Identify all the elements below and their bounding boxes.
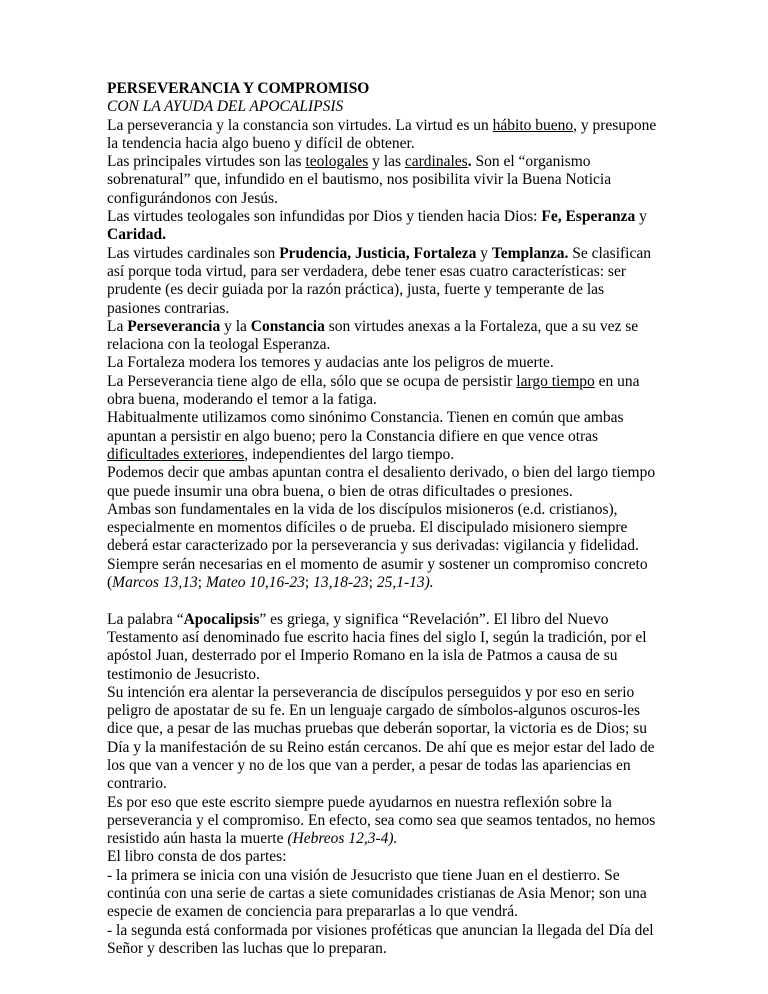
text-line bbox=[107, 464, 667, 482]
text-line bbox=[107, 245, 667, 263]
text-run: Apocalipsis bbox=[183, 610, 260, 628]
text-line bbox=[107, 537, 667, 555]
text-line bbox=[107, 483, 667, 501]
text-run: ; bbox=[197, 574, 206, 592]
text-run: y las bbox=[368, 153, 405, 171]
text-run: Las virtudes cardinales son bbox=[107, 244, 280, 262]
text-run: Es por eso que este escrito siempre puede ayudarnos en nuestra reflexión sobre la bbox=[107, 793, 612, 811]
text-run: , y presupone bbox=[573, 116, 657, 134]
text-run: Las principales virtudes son las bbox=[107, 153, 306, 171]
text-run: que puede insumir una obra buena, o bien de otras dificultades o presiones. bbox=[107, 482, 573, 500]
text-run: Ambas son fundamentales en la vida de los discípulos misioneros (e.d. cristianos), bbox=[107, 500, 618, 518]
text-line bbox=[107, 647, 667, 665]
text-run: deberá estar caracterizado por la perseverancia y sus derivadas: vigilancia y fidelidad. bbox=[107, 537, 639, 555]
text-line bbox=[107, 501, 667, 519]
text-line bbox=[107, 830, 667, 848]
text-line bbox=[107, 574, 667, 592]
text-line bbox=[107, 391, 667, 409]
text-line bbox=[107, 208, 667, 226]
text-line bbox=[107, 409, 667, 427]
text-line bbox=[107, 720, 667, 738]
text-run: , independientes del largo tiempo. bbox=[244, 445, 455, 463]
text-line bbox=[107, 446, 667, 464]
text-run: Su intención era alentar la perseverancia de discípulos perseguidos y por eso en serio bbox=[107, 683, 635, 701]
text-run: teologales bbox=[305, 153, 369, 171]
text-line bbox=[107, 666, 667, 684]
text-run: La bbox=[107, 317, 128, 335]
text-run: configurándonos con Jesús. bbox=[107, 189, 278, 207]
text-run: La perseverancia y la constancia son virtudes. La virtud es un bbox=[107, 116, 493, 134]
text-run: 13,18-23 bbox=[313, 574, 369, 592]
text-run: Se clasifican bbox=[568, 244, 651, 262]
text-run: especialmente en momentos difíciles o de prueba. El discipulado misionero siempre bbox=[107, 519, 628, 537]
text-run: Templanza. bbox=[491, 244, 569, 262]
text-run: la tendencia hacia algo bueno y difícil de obtener. bbox=[107, 134, 415, 152]
text-line bbox=[107, 848, 667, 866]
text-run: Constancia bbox=[250, 317, 325, 335]
text-line bbox=[107, 135, 667, 153]
text-run: cardinales bbox=[404, 153, 468, 171]
text-run: PERSEVERANCIA Y COMPROMISO bbox=[107, 80, 370, 97]
text-run: y la bbox=[220, 317, 251, 335]
text-run: testimonio de Jesucristo. bbox=[107, 665, 260, 683]
text-run: 25,1-13). bbox=[376, 574, 434, 592]
text-run: Testamento así denominado fue escrito hacia fines del siglo I, según la tradición, por el bbox=[107, 628, 647, 646]
text-line bbox=[107, 812, 667, 830]
text-run: relaciona con la teologal Esperanza. bbox=[107, 336, 331, 354]
text-run: en una bbox=[594, 372, 640, 390]
text-run: La palabra “ bbox=[107, 610, 184, 628]
text-run: - la primera se inicia con una visión de Jesucristo que tiene Juan en el destierro. Se bbox=[107, 866, 620, 884]
text-line bbox=[107, 629, 667, 647]
text-run: Marcos 13,13 bbox=[112, 574, 198, 592]
text-line bbox=[107, 336, 667, 354]
text-run: dice que, a pesar de las muchas pruebas que deberán soportar, la victoria es de Dios; su bbox=[107, 720, 647, 738]
text-run: Día y la manifestación de su Reino están cercanos. De ahí que es mejor estar del lado de bbox=[107, 738, 655, 756]
text-line bbox=[107, 885, 667, 903]
text-line bbox=[107, 775, 667, 793]
text-run: especie de examen de conciencia para prepararlas a lo que vendrá. bbox=[107, 903, 518, 921]
text-run: Habitualmente utilizamos como sinónimo Constancia. Tienen en común que ambas bbox=[107, 409, 624, 427]
text-line bbox=[107, 117, 667, 135]
text-line bbox=[107, 190, 667, 208]
text-run: sobrenatural” que, infundido en el bautismo, nos posibilita vivir la Buena Noticia bbox=[107, 171, 612, 189]
text-line bbox=[107, 428, 667, 446]
text-run: hábito bueno bbox=[492, 116, 574, 134]
text-run: resistido aún hasta la muerte bbox=[107, 830, 288, 848]
text-run: Prudencia, Justicia, Fortaleza bbox=[279, 244, 477, 262]
text-line bbox=[107, 922, 667, 940]
text-line bbox=[107, 153, 667, 171]
text-run: Fe, Esperanza bbox=[541, 208, 636, 226]
text-line bbox=[107, 263, 667, 281]
text-run: apuntan a persistir en algo bueno; pero la Constancia difiere en que vence otras bbox=[107, 427, 599, 445]
text-run: contrario. bbox=[107, 775, 167, 793]
text-run: ( bbox=[107, 574, 113, 592]
blank-line bbox=[107, 592, 667, 610]
text-line bbox=[107, 611, 667, 629]
text-run: dificultades exteriores bbox=[107, 445, 245, 463]
text-run: CON LA AYUDA DEL APOCALIPSIS bbox=[107, 98, 344, 116]
text-run: los que van a vencer y no de los que van a perder, a pesar de todas las apariencias en bbox=[107, 756, 631, 774]
text-run: ; bbox=[304, 574, 314, 592]
text-run: La Fortaleza modera los temores y audacias ante los peligros de muerte. bbox=[107, 354, 554, 372]
text-run: - la segunda está conformada por visiones proféticas que anuncian la llegada del Día del bbox=[107, 921, 654, 939]
text-line bbox=[107, 281, 667, 299]
text-line bbox=[107, 684, 667, 702]
text-run: así porque toda virtud, para ser verdadera, debe tener esas cuatro características: ser bbox=[107, 262, 626, 280]
text-line bbox=[107, 794, 667, 812]
text-run: Perseverancia bbox=[127, 317, 221, 335]
text-run: Siempre serán necesarias en el momento de asumir y sostener un compromiso concreto bbox=[107, 555, 648, 573]
text-line bbox=[107, 739, 667, 757]
document-body bbox=[107, 80, 667, 958]
text-line bbox=[107, 80, 667, 98]
text-run: Las virtudes teologales son infundidas por Dios y tienden hacia Dios: bbox=[107, 208, 542, 226]
text-run: ; bbox=[368, 574, 377, 592]
text-run: El libro consta de dos partes: bbox=[107, 848, 287, 866]
text-run: obra buena, moderando el temor a la fatiga. bbox=[107, 391, 377, 409]
text-run: . bbox=[467, 153, 472, 171]
text-run: son virtudes anexas a la Fortaleza, que a su vez se bbox=[324, 317, 639, 335]
text-line bbox=[107, 867, 667, 885]
text-run: Señor y describen las luchas que lo preparan. bbox=[107, 939, 387, 957]
text-run: Podemos decir que ambas apuntan contra el desaliento derivado, o bien del largo tiempo bbox=[107, 464, 656, 482]
text-line bbox=[107, 354, 667, 372]
text-line bbox=[107, 757, 667, 775]
text-run: apóstol Juan, desterrado por el Imperio Romano en la isla de Patmos a causa de su bbox=[107, 647, 618, 665]
text-line bbox=[107, 940, 667, 958]
text-run: La Perseverancia tiene algo de ella, sólo que se ocupa de persistir bbox=[107, 372, 517, 390]
text-run: Son el “organismo bbox=[471, 153, 591, 171]
text-line bbox=[107, 300, 667, 318]
text-run: ” es griega, y significa “Revelación”. El libro del Nuevo bbox=[259, 610, 609, 628]
text-line bbox=[107, 98, 667, 116]
text-run: perseverancia y el compromiso. En efecto, sea como sea que seamos tentados, no hemos bbox=[107, 811, 656, 829]
text-line bbox=[107, 226, 667, 244]
text-run: y bbox=[635, 208, 647, 226]
text-run: prudente (es decir guiada por la razón práctica), justa, fuerte y temperante de las bbox=[107, 281, 605, 299]
text-run: (Hebreos 12,3-4). bbox=[287, 830, 398, 848]
text-line bbox=[107, 318, 667, 336]
text-line bbox=[107, 903, 667, 921]
text-run: continúa con una serie de cartas a siete comunidades cristianas de Asia Menor; son una bbox=[107, 885, 647, 903]
text-line bbox=[107, 556, 667, 574]
text-run: pasiones contrarias. bbox=[107, 299, 230, 317]
text-line bbox=[107, 702, 667, 720]
text-line bbox=[107, 519, 667, 537]
text-run: largo tiempo bbox=[516, 372, 595, 390]
text-run: Mateo 10,16-23 bbox=[205, 574, 305, 592]
text-line bbox=[107, 373, 667, 391]
text-run: peligro de apostatar de su fe. En un lenguaje cargado de símbolos-algunos oscuros-les bbox=[107, 702, 641, 720]
text-run: y bbox=[476, 244, 492, 262]
text-line bbox=[107, 171, 667, 189]
text-run: Caridad. bbox=[107, 226, 166, 244]
